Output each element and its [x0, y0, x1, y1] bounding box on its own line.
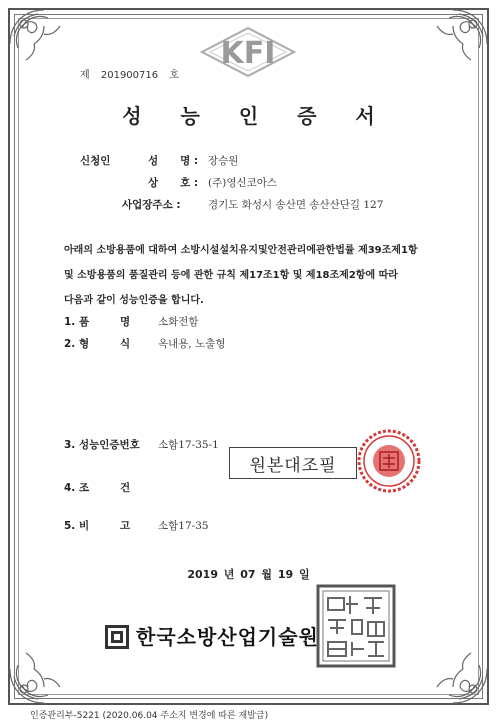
item-value: 소함17-35-1: [158, 439, 219, 451]
item-number: 3. 성능인증번호: [64, 439, 140, 451]
footer-note: 인증관리부-5221 (2020.06.04 주소지 변경에 따른 재발급): [30, 711, 269, 721]
organization-emblem-icon: [104, 624, 130, 650]
name-value: 장승원: [208, 155, 239, 167]
corner-ornament-icon: [4, 639, 74, 709]
certificate-number: [80, 66, 187, 81]
paragraph-line: 다음과 같이 성능인증을 합니다.: [64, 295, 204, 306]
cert-number-prefix: 제: [80, 70, 90, 81]
logo-text: KFI: [220, 36, 276, 71]
item-value: 소화전함: [158, 316, 199, 328]
name-label: 성 명 :: [148, 155, 199, 167]
item-number: 2. 형: [64, 338, 90, 350]
original-verified-stamp: 원본대조필: [229, 447, 357, 479]
cert-number-value: 201900716: [100, 70, 159, 81]
paragraph-line: 아래의 소방용품에 대하여 소방시설설치유지및안전관리에관한법률 제39조제1항: [64, 245, 418, 256]
item-number: 4. 조: [64, 482, 90, 494]
corner-ornament-icon: [423, 4, 493, 74]
organization-name: 한국소방산업기술원: [136, 625, 319, 649]
red-seal-icon: [356, 428, 422, 494]
corner-ornament-icon: [423, 639, 493, 709]
address-label: 사업장주소 :: [122, 199, 181, 211]
item-value: 옥내용, 노출형: [158, 338, 226, 350]
item-value: 소함17-35: [158, 520, 209, 532]
official-seal-icon: [316, 584, 396, 668]
kfi-logo-icon: [198, 26, 298, 78]
corner-ornament-icon: [4, 4, 74, 74]
cert-number-suffix: 호: [169, 70, 179, 81]
item-label: 식: [120, 338, 131, 350]
item-label: 고: [120, 520, 131, 532]
item-label: 건: [120, 482, 131, 494]
item-number: 1. 품: [64, 316, 90, 328]
issue-date: 2019 년 07 월 19 일: [187, 568, 310, 581]
item-label: 명: [120, 316, 131, 328]
paragraph-line: 및 소방용품의 품질관리 등에 관한 규칙 제17조1항 및 제18조제2항에 따라: [64, 270, 398, 281]
address-value: 경기도 화성시 송산면 송산산단길 127: [208, 199, 384, 211]
applicant-label: 신청인: [80, 155, 111, 167]
company-value: (주)영신코아스: [208, 177, 278, 189]
certification-paragraph: [64, 238, 444, 313]
document-title: 성 능 인 증 서: [122, 104, 391, 128]
item-number: 5. 비: [64, 520, 90, 532]
company-label: 상 호 :: [148, 177, 199, 189]
